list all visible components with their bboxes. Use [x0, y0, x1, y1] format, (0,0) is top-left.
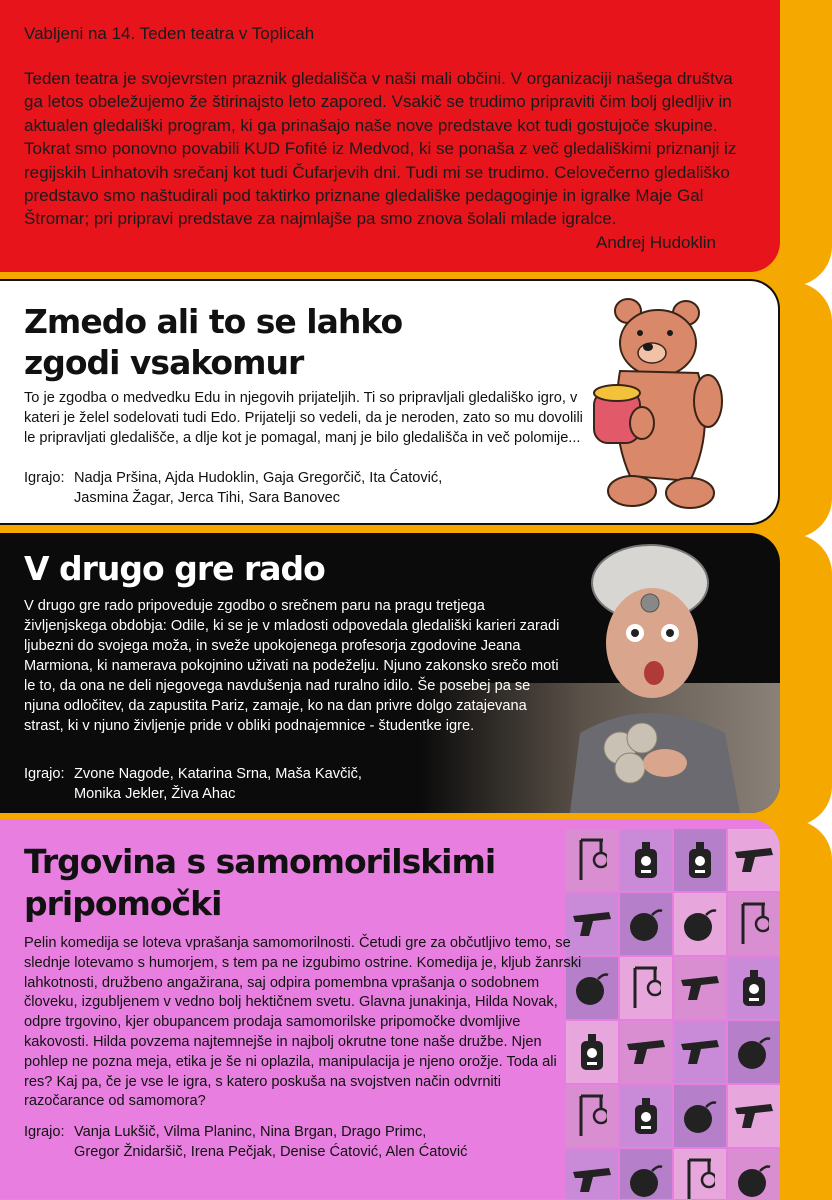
show-panel-trgovina	[0, 819, 780, 1199]
noose-icon	[620, 957, 672, 1019]
bomb-icon	[674, 893, 726, 955]
show-panel-zmedo	[0, 279, 780, 525]
bomb-icon	[674, 1085, 726, 1147]
pistol-icon	[566, 1149, 618, 1199]
intro-body: Teden teatra je svojevrsten praznik gledališča v naši mali občini. V organizaciji našega društva ga letos obeležujemo že štirinajsto leto zapored. Vsakič se trudimo pripraviti čim bolj gledljiv in aktualen gledališki program, ki ga prinašajo naše nove predstave kot tudi gostujoče skupine. Tokrat smo ponovno povabili KUD Fofité iz Medvod, ki se ponaša z več gledališkimi priznanji iz regijskih Linhatovih srečanj kot tudi Čufarjevih dni. Tudi mi se trudimo. Celovečerno gledališko predstavo smo naštudirali pod taktirko priznane gledališke pedagoginje in igralke Maje Gal Štromar; pri pripravi predstave za najmlajše pa smo znova šolali mlade igralce.	[24, 69, 737, 229]
show-title	[24, 301, 402, 383]
noose-icon	[728, 893, 780, 955]
show-description: Pelin komedija se loteva vprašanja samomorilnosti. Četudi gre za občutljivo temo, se slednje lotevamo s humorjem, s tem pa ne izgubimo ostrine. Komedija je, kljub žanrski lahkotnosti, družbeno angažirana, saj odpira pomembna vprašanja o sodobnem človeku, izgubljenem v vedno bolj hektičnem svetu. Glavna junakinja, Hilda Novak, odpre trgovino, kjer obupancem prodaja samomorilske pripomočke dvomljive kakovosti. Hilda povzema najtemnejše in najbolj okrutne tone naše družbe. Njen pohlep ne pozna meja, etika je še ni oplazila, manipulacija je njeno orožje. Toda ali res? Kaj pa, če je vse le igra, s katero poskuša na svojstven način odvrniti razočarance od samomora?	[24, 935, 582, 1110]
cast-line: Monika Jekler, Živa Ahac	[74, 786, 236, 802]
cast-line: Jasmina Žagar, Jerca Tihi, Sara Banovec	[74, 490, 341, 506]
cast-line: Zvone Nagode, Katarina Srna, Maša Kavčič,	[74, 766, 362, 782]
show-cast	[24, 1122, 467, 1162]
cast-line: Vanja Lukšič, Vilma Planinc, Nina Brgan, Drago Primc,	[74, 1124, 427, 1140]
cast-label: Igrajo:	[24, 1124, 65, 1140]
bomb-icon	[620, 1149, 672, 1199]
intro-panel	[0, 0, 780, 272]
poison-bottle-icon	[674, 829, 726, 891]
bear-illustration	[590, 291, 740, 516]
intro-signature: Andrej Hudoklin	[596, 233, 717, 252]
pistol-icon	[728, 1085, 780, 1147]
show-description: V drugo gre rado pripoveduje zgodbo o srečnem paru na pragu tretjega življenjskega obdobja: Odile, ki se je v mladosti odpovedala gledališki karieri zaradi ljubezni do svojega moža, in sveže upokojenega profesorja zgodovine Jeana Marmiona, ki namerava pokojnino uživati na podeželju. Njuno zakonsko srečo moti le to, da ona ne deli njegovega navdušenja nad ruralno idilo. Še posebej pa se njuna odločitev, da zapustita Pariz, zamaje, ko na dan privre dolgo zatajevana strast, ki v njuno življenje pride v obliki podnajemnice - študentke igre.	[24, 598, 560, 734]
poison-bottle-icon	[728, 957, 780, 1019]
poison-bottle-icon	[620, 1085, 672, 1147]
show-description: To je zgodba o medvedku Edu in njegovih prijateljih. Ti so pripravljali gledališko igro, v kateri je želel sodelovati tudi Edo. Prijatelji so vedeli, da je neroden, zato so mu dovolili le pripravljati gledališče, a dlje kot je pomagal, manj je bilo gledališča in več polomije...	[24, 390, 583, 446]
pistol-icon	[674, 1021, 726, 1083]
bomb-icon	[728, 1149, 780, 1199]
pistol-icon	[674, 957, 726, 1019]
cast-line: Gregor Žnidaršič, Irena Pečjak, Denise Ćatović, Alen Ćatović	[74, 1144, 468, 1160]
suicide-tools-icon-grid	[566, 829, 780, 1199]
show-title-line: pripomočki	[24, 884, 222, 923]
pistol-icon	[620, 1021, 672, 1083]
cast-label: Igrajo:	[24, 470, 65, 486]
cast-line: Nadja Pršina, Ajda Hudoklin, Gaja Gregorčič, Ita Ćatović,	[74, 470, 443, 486]
show-panel-v-drugo-gre-rado	[0, 533, 780, 813]
poison-bottle-icon	[620, 829, 672, 891]
show-title	[24, 549, 325, 589]
bomb-icon	[728, 1021, 780, 1083]
show-title-line: V drugo gre rado	[24, 549, 325, 588]
noose-icon	[566, 829, 618, 891]
show-title-line: Zmedo ali to se lahko	[24, 302, 403, 341]
cast-label: Igrajo:	[24, 766, 65, 782]
bomb-icon	[620, 893, 672, 955]
intro-title: Vabljeni na 14. Teden teatra v Toplicah	[24, 24, 315, 43]
pistol-icon	[728, 829, 780, 891]
noose-icon	[674, 1149, 726, 1199]
show-cast	[24, 764, 362, 804]
show-cast	[24, 468, 442, 508]
show-title-line: Trgovina s samomorilskimi	[24, 842, 496, 881]
show-title-line: zgodi vsakomur	[24, 343, 304, 382]
show-title	[24, 841, 495, 925]
